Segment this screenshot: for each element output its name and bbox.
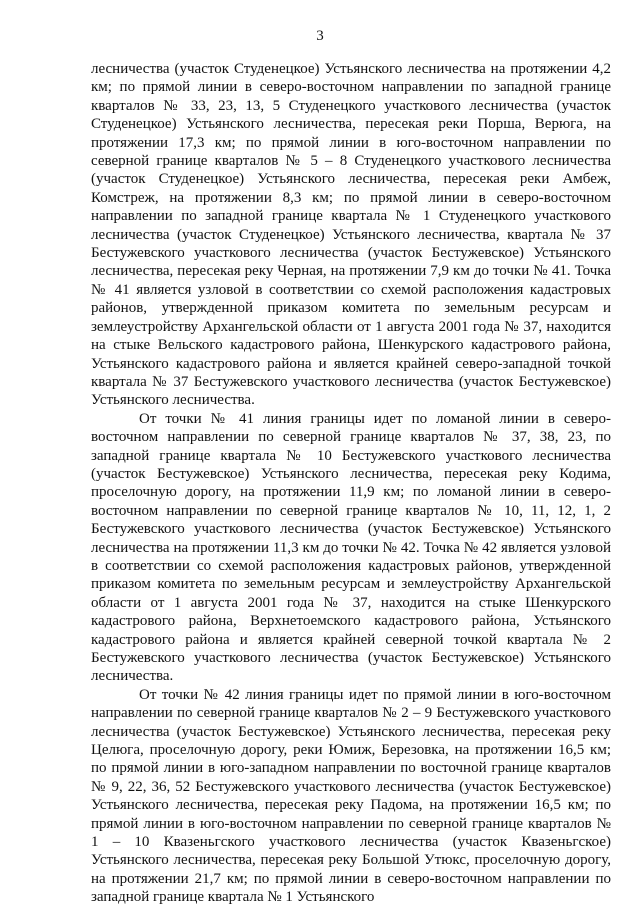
paragraph-2: От точки № 41 линия границы идет по ломаной линии в северо-восточном направлении по северной границе кварталов № 37, 38, 23, по западной границе квартала № 10 Бестужевского участкового лесничества (участок Бестужевское) Устьянского лесничества, пересекая реку Кодима, проселочную дорогу, на протяжении 11,9 км; по ломаной линии в северо-восточном направлении по северной границе кварталов № 10, 11, 12, 1, 2 Бестужевского участкового лесничества (участок Бестужевское) Устьянского лесничества на протяжении 11,3 км до точки № 42. Точка № 42 является узловой в соответствии со схемой расположения кадастровых районов, утвержденной приказом комитета по земельным ресурсам и землеустройству Архангельской области от 1 августа 2001 года № 37, находится на стыке Шенкурского кадастрового района, Верхнетоемского кадастрового района, Устьянского кадастрового района и является крайней северной точкой квартала № 2 Бестужевского участкового лесничества (участок Бестужевское) Устьянского лесничества. xyxy=(91,410,611,685)
document-body xyxy=(91,60,611,907)
paragraph-3: От точки № 42 линия границы идет по прямой линии в юго-восточном направлении по северной границе кварталов № 2 – 9 Бестужевского участкового лесничества (участок Бестужевское) Устьянского лесничества, пересекая реку Целюга, проселочную дорогу, реки Юмиж, Березовка, на протяжении 16,5 км; по прямой линии в юго-западном направлении по восточной границе кварталов № 9, 22, 36, 52 Бестужевского участкового лесничества (участок Бестужевское) Устьянского лесничества, пересекая реку Падома, на протяжении 16,5 км; по прямой линии в юго-восточном направлении по северной границе кварталов № 1 – 10 Квазеньгского участкового лесничества (участок Квазеньгское) Устьянского лесничества, пересекая реку Большой Утюкс, проселочную дорогу, на протяжении 21,7 км; по прямой линии в северо-восточном направлении по западной границе квартала № 1 Устьянского xyxy=(91,686,611,906)
page-number: 3 xyxy=(316,28,324,44)
paragraph-1: лесничества (участок Студенецкое) Устьянского лесничества на протяжении 4,2 км; по прямой линии в северо-восточном направлении по западной границе кварталов № 33, 23, 13, 5 Студенецкого участкового лесничества (участок Студенецкое) Устьянского лесничества, пересекая реки Порша, Верюга, на протяжении 17,3 км; по прямой линии в юго-восточном направлении по северной границе кварталов № 5 – 8 Студенецкого участкового лесничества (участок Студенецкое) Устьянского лесничества, пересекая реки Амбеж, Комстреж, на протяжении 8,3 км; по прямой линии в северо-восточном направлении по западной границе квартала № 1 Студенецкого участкового лесничества (участок Студенецкое) Устьянского лесничества, квартала № 37 Бестужевского участкового лесничества (участок Бестужевское) Устьянского лесничества, пересекая реку Черная, на протяжении 7,9 км до точки № 41. Точка № 41 является узловой в соответствии со схемой расположения кадастровых районов, утвержденной приказом комитета по земельным ресурсам и землеустройству Архангельской области от 1 августа 2001 года № 37, находится на стыке Вельского кадастрового района, Шенкурского кадастрового района, Устьянского кадастрового района и является крайней северо-западной точкой квартала № 37 Бестужевского участкового лесничества (участок Бестужевское) Устьянского лесничества. xyxy=(91,61,611,409)
